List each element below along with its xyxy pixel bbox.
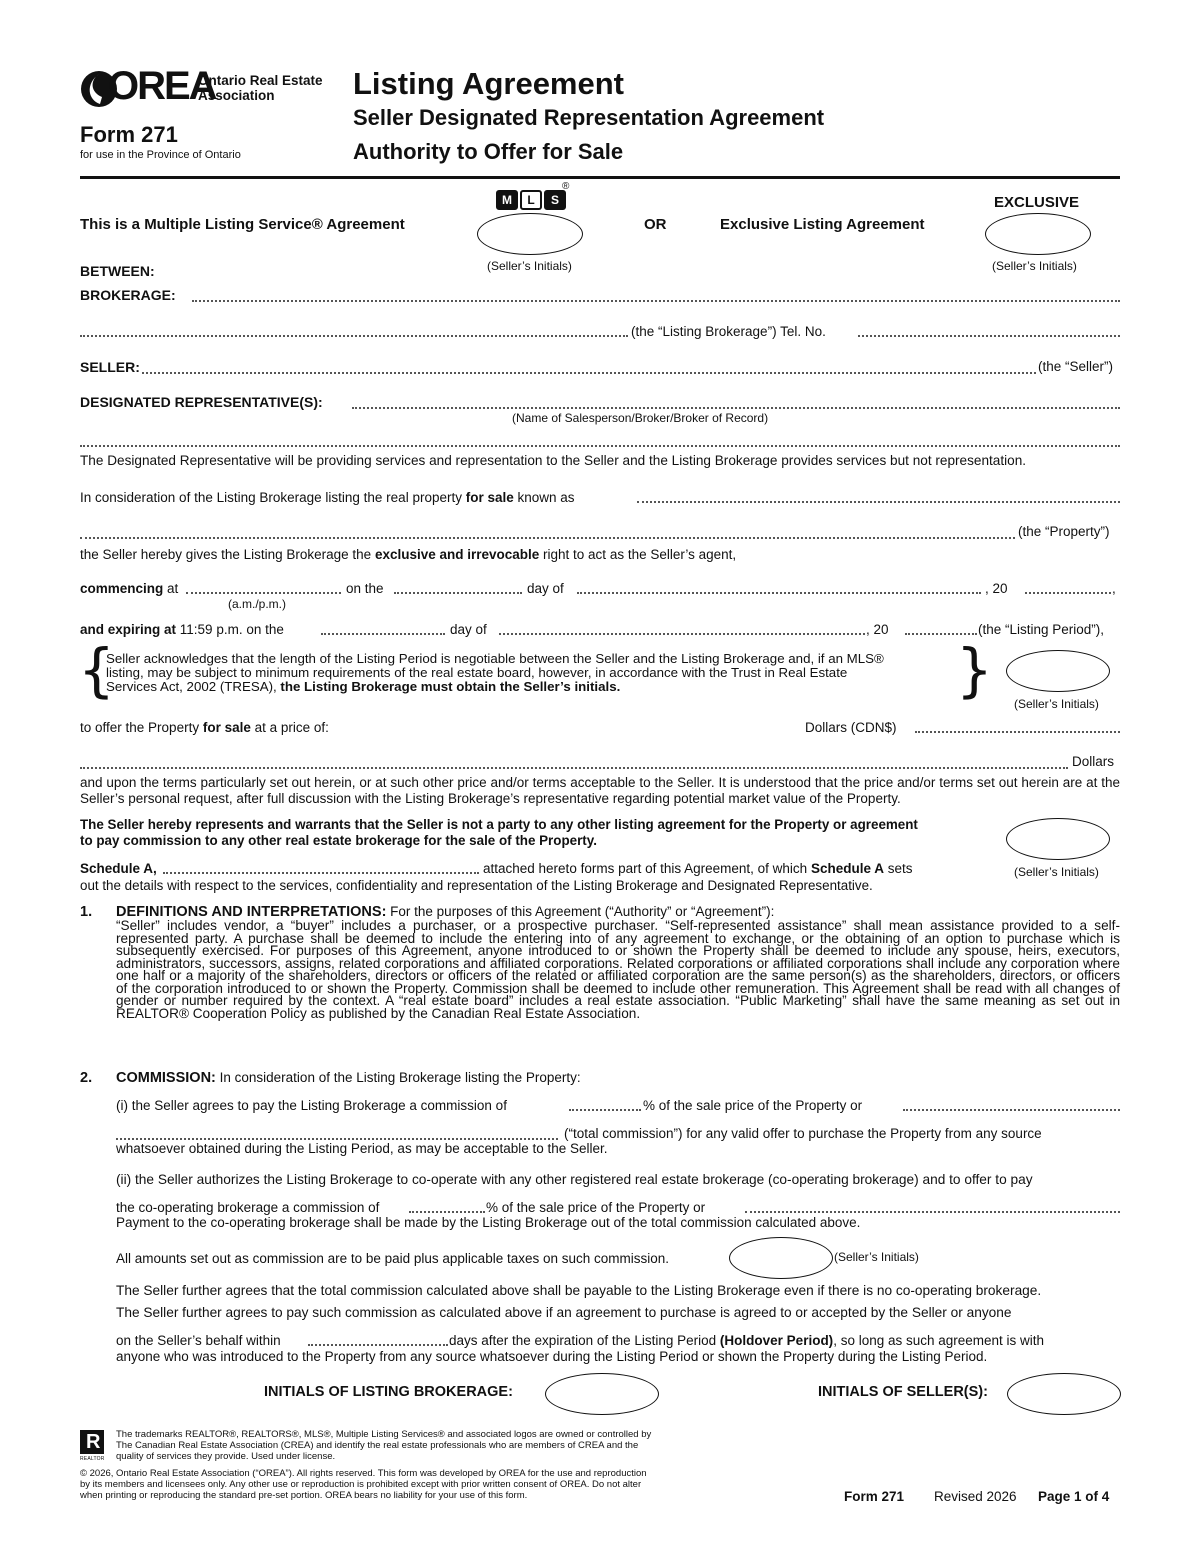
commencing-bold: commencing (80, 581, 164, 596)
offer-post-text: at a price of: (250, 720, 329, 735)
dollars-cdn-label: Dollars (CDN$) (805, 720, 897, 735)
the-seller-label: (the “Seller”) (1038, 359, 1114, 374)
coop-percent-field[interactable] (409, 1211, 485, 1213)
total-commission-text: (“total commission”) for any valid offer to purchase the Property from any source (564, 1126, 1042, 1141)
schedule-a-label: Schedule A, (80, 861, 157, 876)
the-property-label: (the “Property”) (1018, 524, 1110, 539)
further-agrees-2: The Seller further agrees to pay such commission as calculated above if an agreement to purchase is agreed to or accepted by the Seller or anyone (116, 1305, 1012, 1320)
taxes-text: All amounts set out as commission are to be paid plus applicable taxes on such commission. (116, 1251, 670, 1266)
behalf-pre-text: on the Seller’s behalf within (116, 1333, 281, 1348)
further-agrees-1: The Seller further agrees that the total commission calculated above shall be payable to the Listing Brokerage even if there is no co-operating brokerage. (116, 1283, 1042, 1298)
holdover-days-field[interactable] (308, 1344, 448, 1346)
schedule-a-bold: Schedule A (810, 861, 884, 876)
comma-20-text-2: , 20 (866, 622, 889, 637)
listing-brokerage-tel-label: (the “Listing Brokerage”) Tel. No. (631, 324, 826, 339)
behalf-line-2: anyone who was introduced to the Property from any source whatsoever during the Listing Period or shown the Property during the Listing Period. (116, 1349, 988, 1364)
commencing-line (80, 581, 178, 597)
orea-logo-text: OREA (108, 64, 216, 108)
consideration-line (80, 490, 575, 506)
trademark-line-3: quality of services they provide. Used under license. (116, 1451, 336, 1462)
listing-period-note (106, 652, 954, 694)
property-address-field[interactable] (637, 501, 1120, 503)
and-expiring-bold: and expiring at (80, 622, 177, 637)
brokerage-initials-input[interactable] (545, 1373, 659, 1415)
orea-logo (80, 66, 330, 110)
sellers-initials-caption: (Seller’s Initials) (834, 1250, 919, 1264)
right-brace-icon: } (956, 636, 993, 704)
seller-name-field[interactable] (142, 372, 1036, 374)
commission-i-text: (i) the Seller agrees to pay the Listing Brokerage a commission of (116, 1098, 507, 1113)
exclusive-heading: EXCLUSIVE (994, 194, 1080, 211)
listing-period-label: (the “Listing Period”), (978, 622, 1105, 637)
exclusive-sellers-initials-input[interactable] (985, 213, 1091, 255)
commission-amount-field-2[interactable] (116, 1138, 558, 1140)
realtor-logo-letter: R (86, 1431, 101, 1453)
section-2-intro: In consideration of the Listing Brokerage listing the Property: (215, 1070, 581, 1085)
copyright-line-1: © 2026, Ontario Real Estate Association (“OREA”). All rights reserved. This form was developed by OREA for the use and reproduction (80, 1468, 647, 1479)
mls-agreement-label: This is a Multiple Listing Service® Agreement (80, 216, 405, 233)
on-the-text: on the (346, 581, 384, 596)
behalf-mid-text: days after the expiration of the Listing Period (449, 1333, 720, 1348)
coop-mid-text: % of the sale price of the Property or (486, 1200, 706, 1215)
section-1-body: “Seller” includes vendor, a “buyer” includes a purchaser, or a prospective purchaser. “Self-represented assistance” shall mean assistance provided to a self-represented party. A purchase shall be deemed to include the entering into of any agreement to exchange, or the obtaining of an option to purchase which is subsequently exercised. For purposes of this Agreement, anyone introduced to or shown the Property shall be deemed to include any spouse, heirs, executors, administrators, successors, assigns, related corporations and affiliated corporations. Related corporations or affiliated corporations shall include any corporation where one half or a majority of the shareholders, directors or officers of the related or affiliated corporation are the same person(s) as the shareholders, directors, or officers of the corporation introduced to or shown the Property. Commission shall be deemed to include other remuneration. This Agreement shall be read with all changes of gender or number required by the context. A “real estate board” includes a real estate association. “Public Marketing” shall have the same meaning as set out in REALTOR® Cooperation Policy as published by the Canadian Real Estate Association. (116, 918, 1120, 1021)
commencing-trailing-comma: , (1112, 581, 1116, 596)
section-1-number: 1. (80, 904, 93, 920)
note-line-1: Seller acknowledges that the length of the Listing Period is negotiable between the Seller and the Listing Brokerage and, if an MLS® (106, 651, 884, 666)
brokerage-address-field[interactable] (80, 335, 628, 337)
commission-ii-text: (ii) the Seller authorizes the Listing Brokerage to co-operate with any other registered real estate brokerage (co-operating brokerage) and to offer to pay (116, 1172, 1033, 1187)
trademark-line-1: The trademarks REALTOR®, REALTORS®, MLS®, Multiple Listing Services® and associated logos are owned or controlled by (116, 1429, 652, 1440)
footer-page-number: Page 1 of 4 (1038, 1489, 1110, 1504)
footer-form-number: Form 271 (844, 1489, 905, 1504)
offer-line (80, 720, 329, 736)
page-title: Listing Agreement (353, 66, 624, 101)
expiry-time-text: 11:59 p.m. on the (176, 622, 284, 637)
mls-logo-letter: S (544, 190, 566, 210)
day-of-text-2: day of (450, 622, 487, 637)
expiry-day-field[interactable] (321, 633, 445, 635)
day-of-text: day of (527, 581, 564, 596)
holdover-period-bold: (Holdover Period) (719, 1333, 834, 1348)
listing-period-initials-input[interactable] (1006, 650, 1110, 692)
brokerage-tel-field[interactable] (858, 335, 1120, 337)
known-as-text: known as (513, 490, 575, 505)
mls-logo-icon (496, 190, 568, 212)
sellers-initials-caption: (Seller’s Initials) (1014, 865, 1099, 879)
warranty-line-1: The Seller hereby represents and warrants that the Seller is not a party to any other listing agreement for the Property or agreement (80, 817, 918, 832)
schedule-post-text: sets (883, 861, 913, 876)
section-2-number: 2. (80, 1070, 93, 1086)
rep-name-note: (Name of Salesperson/Broker/Broker of Record) (512, 411, 769, 425)
realtor-logo-word: REALTOR (80, 1456, 105, 1462)
gives-line (80, 547, 736, 563)
form-number: Form 271 (80, 122, 178, 147)
terms-paragraph: and upon the terms particularly set out herein, or at such other price and/or terms acceptable to the Seller. It is understood that the price and/or terms set out herein are at the Seller’s personal request, after full discussion with the Listing Brokerage’s representative regarding potential market value of the Property. (80, 775, 1120, 806)
section-1-intro: For the purposes of this Agreement (“Authority” or “Agreement”): (386, 904, 775, 919)
between-label: BETWEEN: (80, 263, 155, 279)
dollars-label: Dollars (1072, 754, 1115, 769)
note-line-3-bold: the Listing Brokerage must obtain the Seller’s initials. (280, 679, 621, 694)
exclusive-agreement-label: Exclusive Listing Agreement (720, 216, 925, 233)
designated-rep-label: DESIGNATED REPRESENTATIVE(S): (80, 394, 323, 410)
seller-label: SELLER: (80, 359, 140, 375)
page-subtitle-2: Authority to Offer for Sale (353, 139, 624, 164)
whatsoever-text: whatsoever obtained during the Listing Period, as may be acceptable to the Seller. (116, 1141, 608, 1156)
commencing-year-field[interactable] (1025, 592, 1111, 594)
sellers-initials-label: INITIALS OF SELLER(S): (818, 1384, 988, 1400)
behalf-post-text: , so long as such agreement is with (833, 1333, 1045, 1348)
note-line-3 (106, 680, 954, 694)
sellers-initials-caption: (Seller’s Initials) (487, 259, 572, 273)
behalf-line (449, 1333, 1044, 1349)
copyright-line-3: when printing or reproducing the standard pre-set portion. OREA bears no liability for your use of this form. (80, 1490, 528, 1501)
commencing-month-field[interactable] (577, 592, 981, 594)
or-label: OR (644, 216, 667, 233)
mls-registered-mark: ® (562, 181, 570, 192)
at-text: at (163, 581, 179, 596)
gives-post-text: right to act as the Seller’s agent, (539, 547, 737, 562)
note-line-3-text: Services Act, 2002 (TRESA), (106, 679, 281, 694)
coop-amount-field[interactable] (745, 1211, 1120, 1213)
commission-i-mid-text: % of the sale price of the Property or (643, 1098, 863, 1113)
commencing-time-field[interactable] (186, 592, 341, 594)
mls-logo-letter: M (496, 190, 518, 210)
taxes-initials-input[interactable] (729, 1237, 833, 1279)
comma-20-text: , 20 (985, 581, 1008, 596)
commencing-day-field[interactable] (394, 592, 522, 594)
section-1-heading: DEFINITIONS AND INTERPRETATIONS: (116, 904, 387, 920)
sellers-initials-caption: (Seller’s Initials) (992, 259, 1077, 273)
consideration-text: In consideration of the Listing Brokerage listing the real property (80, 490, 466, 505)
brokerage-initials-label: INITIALS OF LISTING BROKERAGE: (264, 1384, 513, 1400)
for-sale-bold: for sale (465, 490, 514, 505)
mls-logo-letter: L (520, 190, 542, 210)
province-note: for use in the Province of Ontario (80, 149, 241, 161)
expiry-year-field[interactable] (905, 633, 977, 635)
brokerage-name-field[interactable] (192, 300, 1120, 302)
gives-text: the Seller hereby gives the Listing Brokerage the (80, 547, 375, 562)
price-number-field[interactable] (915, 731, 1120, 733)
payment-text: Payment to the co-operating brokerage shall be made by the Listing Brokerage out of the total commission calculated above. (116, 1215, 861, 1230)
association-name-line2: Association (198, 88, 275, 103)
rep-statement: The Designated Representative will be providing services and representation to the Seller and the Listing Brokerage provides services but not representation. (80, 453, 1027, 468)
header-rule (80, 176, 1120, 179)
brokerage-label: BROKERAGE: (80, 287, 176, 303)
coop-pre-text: the co-operating brokerage a commission of (116, 1200, 380, 1215)
am-pm-note: (a.m./p.m.) (228, 597, 287, 611)
expiry-month-field[interactable] (499, 633, 865, 635)
schedule-mid-text: attached hereto forms part of this Agreement, of which (483, 861, 811, 876)
sellers-initials-caption: (Seller’s Initials) (1014, 697, 1099, 711)
offer-pre-text: to offer the Property (80, 720, 203, 735)
warranty-line-2: to pay commission to any other real estate brokerage for the sale of the Property. (80, 833, 597, 848)
schedule-mid-line (483, 861, 912, 877)
section-2-heading: COMMISSION: (116, 1070, 216, 1086)
designated-rep-field-2[interactable] (80, 445, 1120, 447)
page-subtitle-1: Seller Designated Representation Agreement (353, 105, 825, 130)
commission-percent-field[interactable] (569, 1109, 641, 1111)
schedule-line-2: out the details with respect to the services, confidentiality and representation of the Listing Brokerage and Designated Representative. (80, 878, 873, 893)
property-address-field-2[interactable] (80, 537, 1015, 539)
designated-rep-field[interactable] (352, 407, 1120, 409)
association-name-line1: Ontario Real Estate (198, 73, 323, 88)
schedule-a-field[interactable] (163, 872, 479, 874)
sellers-initials-input[interactable] (1007, 1373, 1121, 1415)
section-2-heading-line (116, 1070, 581, 1086)
exclusive-irrevocable-bold: exclusive and irrevocable (374, 547, 540, 562)
commission-amount-field[interactable] (903, 1109, 1120, 1111)
trademark-line-2: The Canadian Real Estate Association (CREA) and identify the real estate professionals who are members of CREA and the (116, 1440, 639, 1451)
for-sale-bold: for sale (202, 720, 251, 735)
price-words-field[interactable] (80, 767, 1068, 769)
warranty-initials-input[interactable] (1006, 818, 1110, 860)
footer-revised: Revised 2026 (934, 1489, 1017, 1504)
left-brace-icon: { (78, 636, 115, 704)
note-line-2: listing, may be subject to minimum requirements of the real estate board, however, in accordance with the Trust in Real Estate (106, 665, 848, 680)
copyright-line-2: by its members and licensees only. Any other use or reproduction is prohibited except with prior written consent of OREA. Do not alter (80, 1479, 642, 1490)
mls-sellers-initials-input[interactable] (477, 213, 583, 255)
realtor-logo (80, 1430, 106, 1464)
